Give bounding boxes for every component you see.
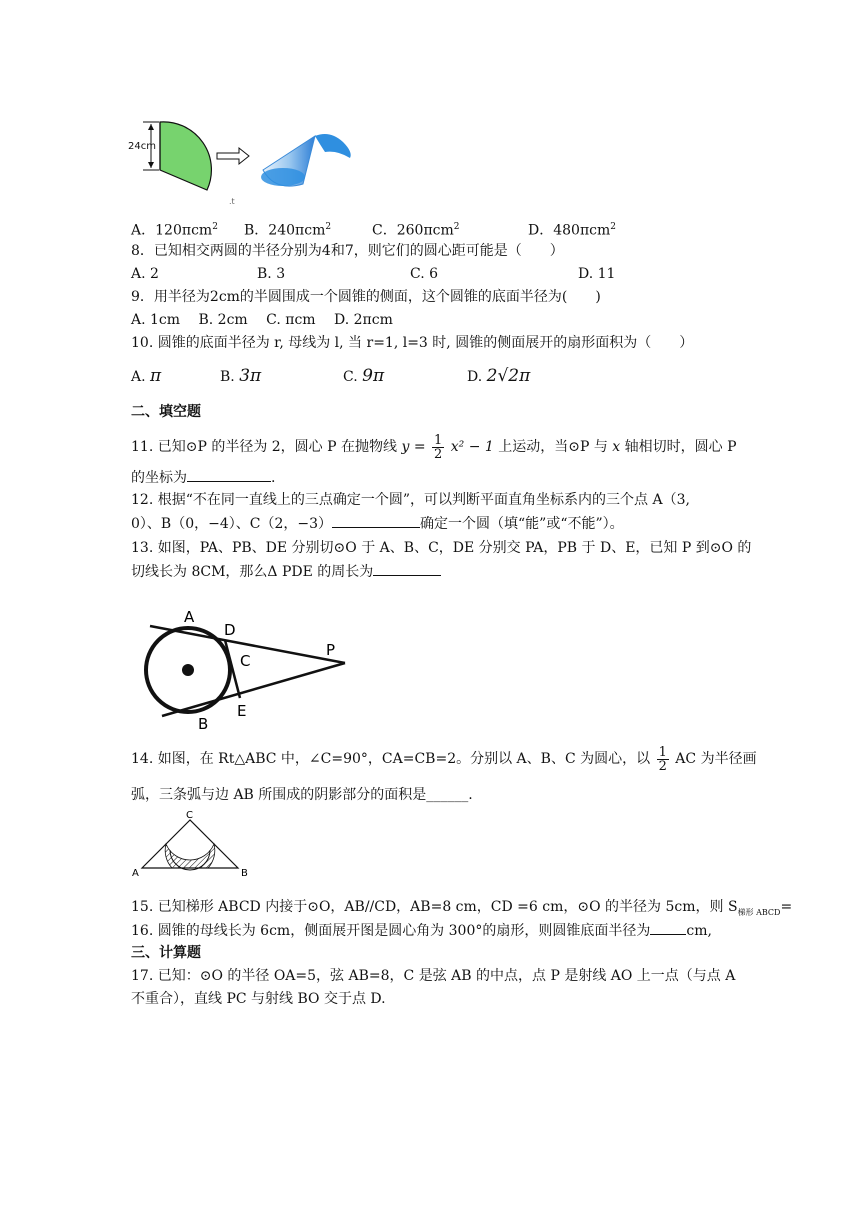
arrow-icon <box>217 148 249 164</box>
q12-line1: 12. 根据“不在同一直线上的三点确定一个圆”，可以判断平面直角坐标系内的三个点 A（3, <box>131 492 690 508</box>
q8-text: 8．已知相交两圆的半径分别为4和7，则它们的圆心距可能是（ ） <box>131 243 564 259</box>
section-header-fill-in: 二、填空题 <box>131 404 201 420</box>
q8-option-c: C. 6 <box>410 266 439 282</box>
q14-line1: 14. 如图，在 Rt△ABC 中，∠C=90°，CA=CB=2。分别以 A、B、C 为圆心，以 $\frac{1}{2}$ AC 为半径画 <box>131 744 757 774</box>
svg-text:.t: .t <box>229 197 235 206</box>
q9-text: 9．用半径为2cm的半圆围成一个圆锥的侧面，这个圆锥的底面半径为( ) <box>131 289 601 305</box>
radius-label: 24cm <box>128 141 156 152</box>
label-b: B <box>241 868 248 879</box>
label-a: A <box>184 608 195 626</box>
label-c: C <box>240 652 251 670</box>
label-a: A <box>132 868 139 879</box>
q7-option-d: D．480πcm$^2$ <box>528 222 617 239</box>
q8-option-b: B. 3 <box>257 266 286 282</box>
q11-fraction: $\frac{1}{2}$ <box>434 432 443 462</box>
section-header-calculation: 三、计算题 <box>131 945 201 961</box>
label-d: D <box>224 621 236 639</box>
triangle-arcs-figure <box>130 808 270 883</box>
q17-line1: 17. 已知：⊙O 的半径 OA=5，弦 AB=8，C 是弦 AB 的中点，点 P 是射线 AO 上一点（与点 A <box>131 968 736 984</box>
q14-fraction: $\frac{1}{2}$ <box>658 744 667 774</box>
q7-option-b: B．240πcm$^2$ <box>244 222 332 239</box>
q12-line2: 0）、B（0，−4）、C（2，−3） 确定一个圆（填“能”或“不能”）。 <box>131 513 624 534</box>
label-b: B <box>198 715 209 733</box>
q10-text: 10. 圆锥的底面半径为 r, 母线为 l, 当 r=1, l=3 时, 圆锥的侧面展开的扇形面积为（ ） <box>131 335 694 351</box>
q12-answer-blank[interactable] <box>332 513 420 528</box>
sector-shape <box>160 122 211 190</box>
q7-option-c: C．260πcm$^2$ <box>372 222 460 239</box>
q13-answer-blank[interactable] <box>373 561 441 576</box>
q10-option-b: B. 3π <box>220 366 262 386</box>
q14-line2: 弧，三条弧与边 AB 所围成的阴影部分的面积是______. <box>131 787 473 803</box>
q10-option-d: D. 2√2π <box>467 366 531 386</box>
q11-line1: 11. 已知⊙P 的半径为 2，圆心 P 在抛物线 y = $\frac{1}{2}$ x² − 1 上运动，当⊙P 与 x 轴相切时，圆心 P <box>131 432 737 462</box>
q11-line2: 的坐标为 . <box>131 467 275 488</box>
q16-answer-blank[interactable] <box>650 920 686 935</box>
q13-line2: 切线长为 8CM，那么Δ PDE 的周长为 <box>131 561 441 582</box>
label-p: P <box>326 641 336 659</box>
label-e: E <box>237 702 247 720</box>
q16-text: 16. 圆锥的母线长为 6cm，侧面展开图是圆心角为 300°的扇形，则圆锥底面半径为 cm, <box>131 920 712 941</box>
q8-option-d: D. 11 <box>578 266 616 282</box>
q10-option-a: A. π <box>131 366 162 386</box>
cone-flap <box>315 134 351 158</box>
q11-answer-blank[interactable] <box>187 467 271 482</box>
label-c: C <box>186 810 193 821</box>
q8-option-a: A. 2 <box>131 266 159 282</box>
q13-line1: 13. 如图，PA、PB、DE 分别切⊙O 于 A、B、C，DE 分别交 PA，PB 于 D、E，已知 P 到⊙O 的 <box>131 540 752 556</box>
q10-option-c: C. 9π <box>343 366 385 386</box>
sector-cone-figure <box>125 112 365 207</box>
tangent-circle-figure <box>140 608 355 733</box>
q7-option-a: A．120πcm$^2$ <box>131 222 218 239</box>
q9-options: A. 1cm B. 2cm C. πcm D. 2πcm <box>131 312 393 328</box>
q15-text: 15. 已知梯形 ABCD 内接于⊙O，AB//CD，AB=8 cm，CD =6 cm，⊙O 的半径为 5cm，则 $S_{梯形 ABCD}=$ <box>131 899 793 917</box>
q17-line2: 不重合），直线 PC 与射线 BO 交于点 D. <box>131 991 386 1007</box>
